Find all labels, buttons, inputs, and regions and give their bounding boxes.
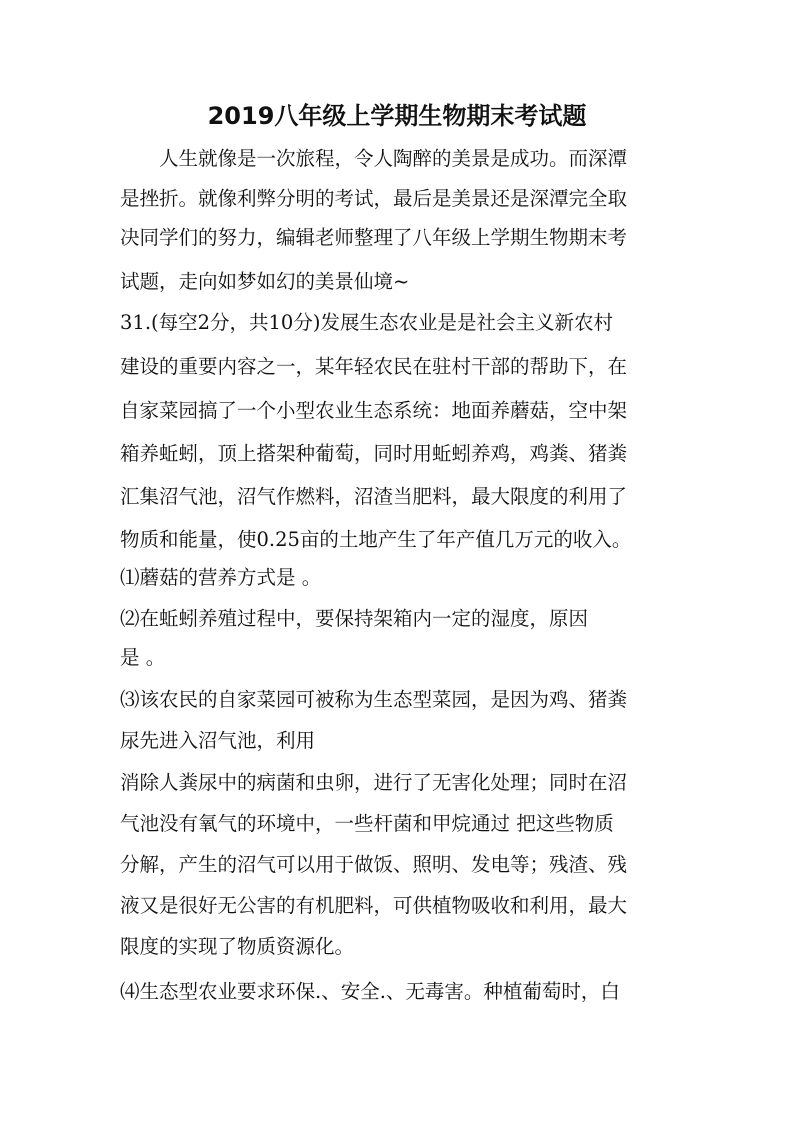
sub-question-3-line-7: 限度的实现了物质资源化。 bbox=[120, 935, 355, 958]
question-31-line-4: 箱养蚯蚓，顶上搭架种葡萄，同时用蚯蚓养鸡，鸡粪、猪粪 bbox=[120, 442, 628, 465]
question-31-line-2: 建设的重要内容之一，某年轻农民在驻村干部的帮助下，在 bbox=[120, 355, 628, 378]
sub-question-3-line-6: 液又是很好无公害的有机肥料，可供植物吸收和利用，最大 bbox=[120, 894, 628, 917]
sub-question-1: ⑴蘑菇的营养方式是 。 bbox=[120, 566, 322, 589]
document-title: 2019八年级上学期生物期末考试题 bbox=[207, 102, 587, 130]
intro-line-3: 决同学们的努力，编辑老师整理了八年级上学期生物期末考 bbox=[120, 226, 628, 249]
sub-question-3-line-4: 气池没有氧气的环境中，一些杆菌和甲烷通过 把这些物质 bbox=[120, 812, 614, 835]
question-31-line-6: 物质和能量，使0.25亩的土地产生了年产值几万元的收入。 bbox=[120, 528, 632, 551]
question-31-line-3: 自家菜园搞了一个小型农业生态系统：地面养蘑菇，空中架 bbox=[120, 399, 628, 422]
question-31-line-1: 31.(每空2分，共10分)发展生态农业是是社会主义新农村 bbox=[120, 311, 613, 334]
sub-question-2-line-2: 是 。 bbox=[120, 646, 166, 669]
sub-question-3-line-1: ⑶该农民的自家菜园可被称为生态型菜园，是因为鸡、猪粪 bbox=[120, 688, 628, 711]
intro-line-2: 是挫折。就像利弊分明的考试，最后是美景还是深潭完全取 bbox=[120, 187, 628, 210]
sub-question-2-line-1: ⑵在蚯蚓养殖过程中，要保持架箱内一定的湿度，原因 bbox=[120, 607, 589, 630]
sub-question-3-line-3: 消除人粪尿中的病菌和虫卵，进行了无害化处理；同时在沼 bbox=[120, 771, 628, 794]
intro-line-1: 人生就像是一次旅程，令人陶醉的美景是成功。而深潭 bbox=[159, 147, 628, 170]
sub-question-4-line-1: ⑷生态型农业要求环保.、安全.、无毒害。种植葡萄时，白 bbox=[120, 980, 620, 1003]
question-31-line-5: 汇集沼气池，沼气作燃料，沼渣当肥料，最大限度的利用了 bbox=[120, 485, 628, 508]
sub-question-3-line-5: 分解，产生的沼气可以用于做饭、照明、发电等；残渣、残 bbox=[120, 853, 628, 876]
sub-question-3-line-2: 尿先进入沼气池，利用 bbox=[120, 729, 316, 752]
intro-line-4: 试题，走向如梦如幻的美景仙境~ bbox=[120, 270, 410, 293]
